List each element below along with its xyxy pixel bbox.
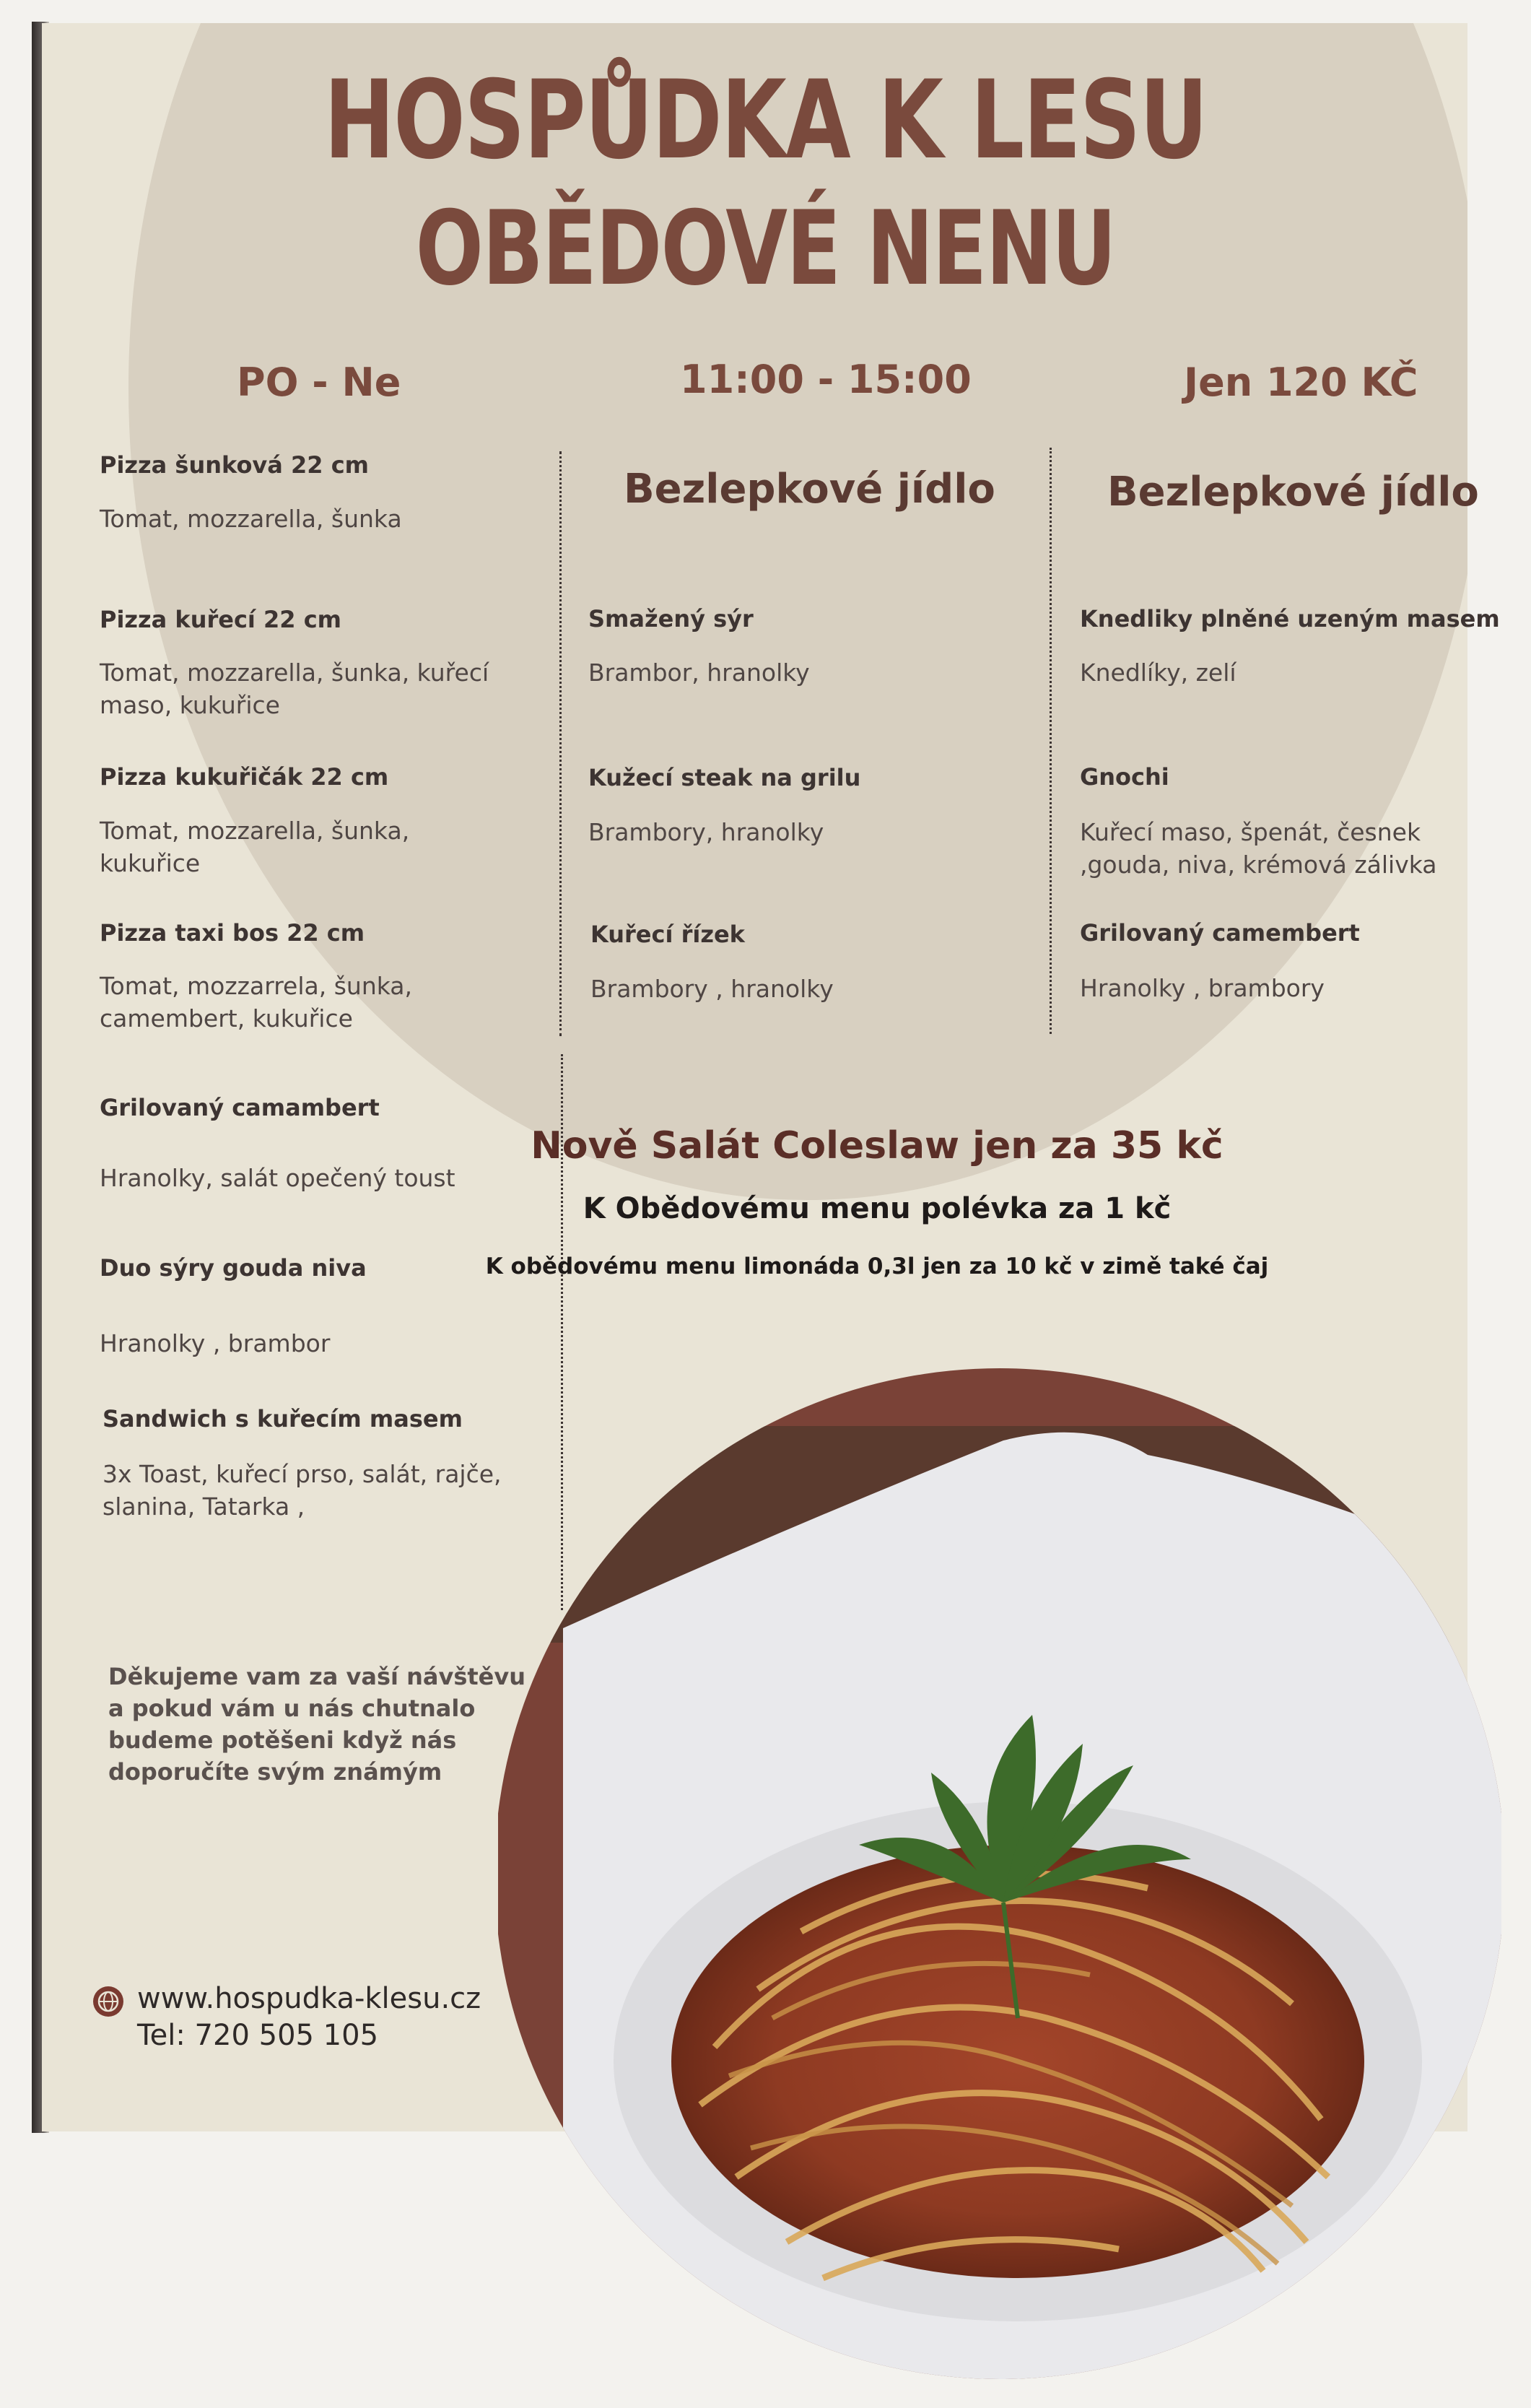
- dish-desc: Tomat, mozzarella, šunka: [100, 505, 402, 533]
- days-label: PO - Ne: [237, 360, 401, 405]
- dish-desc: Hranolky, salát opečený toust: [100, 1164, 455, 1192]
- globe-icon: [92, 1986, 124, 2017]
- dish-name: Kuřecí řízek: [590, 921, 745, 948]
- restaurant-title: HOSPŮDKA K LESU: [323, 58, 1208, 183]
- dish-desc: Brambory, hranolky: [588, 818, 824, 846]
- dish-desc: Tomat, mozzarella, šunka,: [100, 817, 410, 845]
- dish-name: Knedliky plněné uzeným masem: [1080, 605, 1500, 633]
- spaghetti-photo: [498, 1339, 1501, 2408]
- dish-desc: kukuřice: [100, 849, 201, 877]
- dish-desc: Hranolky , brambor: [100, 1329, 331, 1357]
- dish-desc: ,gouda, niva, krémová zálivka: [1080, 851, 1437, 879]
- dish-desc: Knedlíky, zelí: [1080, 658, 1236, 687]
- website-link[interactable]: www.hospudka-klesu.cz: [137, 1982, 481, 2015]
- dish-desc: 3x Toast, kuřecí prso, salát, rajče,: [102, 1460, 502, 1488]
- thanks-line: budeme potěšeni když nás: [108, 1726, 457, 1754]
- dish-name: Grilovaný camembert: [1080, 919, 1360, 947]
- hours-label: 11:00 - 15:00: [680, 357, 972, 402]
- thanks-line: a pokud vám u nás chutnalo: [108, 1695, 476, 1722]
- dish-name: Grilovaný camambert: [100, 1094, 380, 1121]
- column-divider: [1050, 448, 1052, 1034]
- dish-desc: camembert, kukuřice: [100, 1004, 353, 1033]
- promo-lemonade: K obědovému menu limonáda 0,3l jen za 10 kč v zimě také čaj: [485, 1253, 1269, 1279]
- dish-name: Smažený sýr: [588, 605, 754, 633]
- section-heading: Bezlepkové jídlo: [1107, 469, 1479, 516]
- dish-desc: Kuřecí maso, špenát, česnek: [1080, 818, 1421, 846]
- price-label: Jen 120 KČ: [1184, 360, 1418, 405]
- column-divider: [559, 451, 562, 1036]
- thanks-line: Děkujeme vam za vaší návštěvu: [108, 1663, 526, 1690]
- thank-you-note: [108, 1661, 525, 1788]
- dish-desc: Brambor, hranolky: [588, 658, 810, 687]
- dish-desc: Tomat, mozzarella, šunka, kuřecí: [100, 658, 489, 687]
- dish-desc: maso, kukuřice: [100, 691, 280, 719]
- dish-name: Pizza kukuřičák 22 cm: [100, 763, 389, 791]
- dish-desc: Hranolky , brambory: [1080, 974, 1325, 1002]
- section-heading: Bezlepkové jídlo: [624, 466, 995, 513]
- dish-name: Sandwich s kuřecím masem: [102, 1405, 463, 1433]
- dish-name: Pizza taxi bos 22 cm: [100, 919, 365, 947]
- dish-desc: slanina, Tatarka ,: [102, 1492, 305, 1521]
- phone-number: Tel: 720 505 105: [137, 2019, 379, 2052]
- promo-soup: K Obědovému menu polévka za 1 kč: [583, 1192, 1172, 1225]
- dish-name: Pizza kuřecí 22 cm: [100, 606, 342, 633]
- menu-title: OBĚDOVÉ NENU: [415, 189, 1116, 308]
- promo-coleslaw: Nově Salát Coleslaw jen za 35 kč: [531, 1124, 1224, 1168]
- dish-name: Kužecí steak na grilu: [588, 764, 861, 791]
- thanks-line: doporučíte svým známým: [108, 1758, 442, 1786]
- dish-name: Pizza šunková 22 cm: [100, 451, 369, 479]
- dish-desc: Brambory , hranolky: [590, 975, 834, 1003]
- dish-desc: Tomat, mozzarrela, šunka,: [100, 972, 412, 1000]
- dish-name: Duo sýry gouda niva: [100, 1254, 367, 1282]
- dish-name: Gnochi: [1080, 763, 1169, 791]
